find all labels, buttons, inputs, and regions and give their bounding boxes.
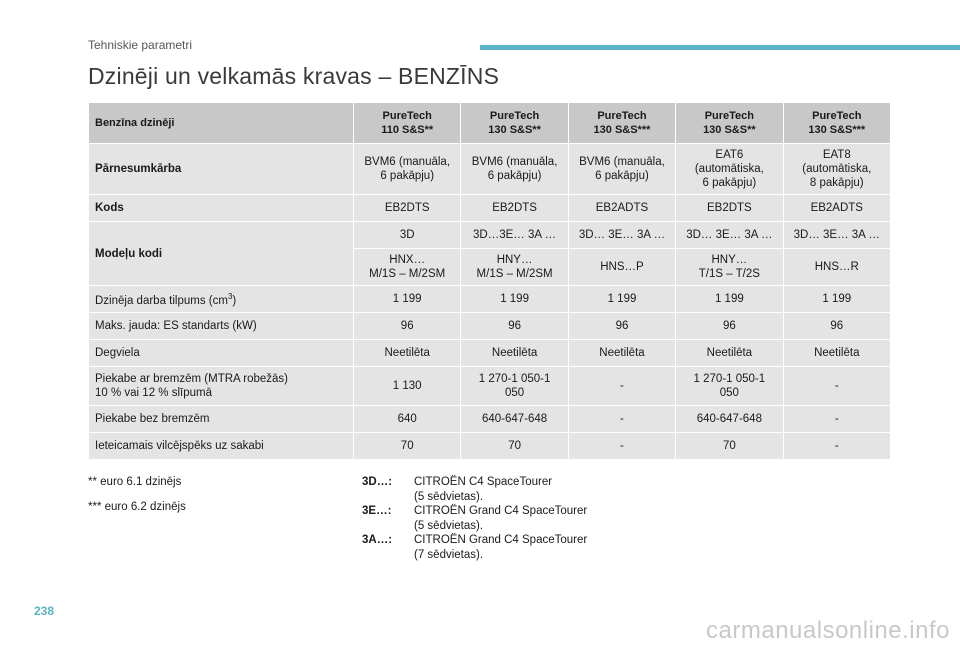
table-row	[89, 367, 891, 406]
table-row	[89, 286, 891, 313]
model-note: 3E…: CITROËN Grand C4 SpaceTourer (5 sēdvietas).	[362, 505, 588, 532]
page-title: Dzinēji un velkamās kravas – BENZĪNS	[88, 63, 500, 89]
section-label: Tehniskie parametri	[88, 38, 193, 52]
table-row	[89, 144, 891, 195]
table-row	[89, 222, 891, 249]
table-cell: -	[783, 367, 890, 406]
table-row	[89, 195, 891, 222]
table-cell: HNY… M/1S – M/2SM	[461, 249, 568, 286]
table-cell: EB2DTS	[461, 195, 568, 222]
table-cell: HNX… M/1S – M/2SM	[354, 249, 461, 286]
table-cell: Neetilēta	[783, 340, 890, 367]
row-label: Degviela	[89, 340, 354, 367]
footnote: ** euro 6.1 dzinējs	[88, 476, 182, 488]
table-cell: 70	[354, 433, 461, 460]
page-number: 238	[34, 604, 55, 618]
model-note: 3D…: CITROËN C4 SpaceTourer (5 sēdvietas).	[362, 476, 553, 503]
table-cell: Neetilēta	[461, 340, 568, 367]
table-cell: -	[783, 433, 890, 460]
table-cell: 1 199	[783, 286, 890, 313]
header-cell: PureTech 130 S&S**	[461, 103, 568, 144]
header-label: Benzīna dzinēji	[89, 103, 354, 144]
table-row	[89, 406, 891, 433]
table-cell: EB2DTS	[676, 195, 783, 222]
table-row	[89, 313, 891, 340]
footnotes-engine	[88, 475, 186, 525]
row-label: Pārnesumkārba	[89, 144, 354, 195]
table-cell: 3D…3E… 3A …	[461, 222, 568, 249]
row-label: Maks. jauda: ES standarts (kW)	[89, 313, 354, 340]
table-cell: 1 199	[461, 286, 568, 313]
table-row	[89, 340, 891, 367]
table-cell: 640	[354, 406, 461, 433]
table-cell: 1 199	[354, 286, 461, 313]
table-cell: 1 270-1 050-1 050	[676, 367, 783, 406]
footnote: *** euro 6.2 dzinējs	[88, 501, 186, 513]
table-cell: 3D	[354, 222, 461, 249]
accent-bar	[480, 45, 960, 50]
table-cell: 640-647-648	[461, 406, 568, 433]
table-header-row	[89, 103, 891, 144]
table-cell: EB2ADTS	[783, 195, 890, 222]
table-cell: 96	[354, 313, 461, 340]
header-cell: PureTech 130 S&S***	[568, 103, 675, 144]
table-cell: 3D… 3E… 3A …	[676, 222, 783, 249]
table-row	[89, 433, 891, 460]
table-cell: HNY… T/1S – T/2S	[676, 249, 783, 286]
table-cell: BVM6 (manuāla, 6 pakāpju)	[354, 144, 461, 195]
table-cell: 96	[568, 313, 675, 340]
table-cell: -	[568, 433, 675, 460]
header-cell: PureTech 130 S&S***	[783, 103, 890, 144]
table-cell: 96	[783, 313, 890, 340]
table-cell: 3D… 3E… 3A …	[783, 222, 890, 249]
row-label: Modeļu kodi	[89, 222, 354, 286]
row-label: Dzinēja darba tilpums $(cm^3)$	[89, 286, 354, 313]
model-note: 3A…: CITROËN Grand C4 SpaceTourer (7 sēdvietas).	[362, 534, 588, 561]
table-cell: Neetilēta	[354, 340, 461, 367]
header-cell: PureTech 130 S&S**	[676, 103, 783, 144]
table-cell: 70	[461, 433, 568, 460]
table-cell: EB2ADTS	[568, 195, 675, 222]
table-cell: -	[568, 406, 675, 433]
table-cell: 3D… 3E… 3A …	[568, 222, 675, 249]
footnotes-models	[362, 475, 587, 562]
table-cell: -	[783, 406, 890, 433]
table-cell: Neetilēta	[568, 340, 675, 367]
table-cell: BVM6 (manuāla, 6 pakāpju)	[568, 144, 675, 195]
header-cell: PureTech 110 S&S**	[354, 103, 461, 144]
table-cell: 96	[461, 313, 568, 340]
table-cell: -	[568, 367, 675, 406]
watermark: carmanualsonline.info	[706, 617, 950, 644]
table-cell: HNS…R	[783, 249, 890, 286]
table-cell: 640-647-648	[676, 406, 783, 433]
table-cell: HNS…P	[568, 249, 675, 286]
table-cell: EAT8 (automātiska, 8 pakāpju)	[783, 144, 890, 195]
table-cell: 1 199	[676, 286, 783, 313]
table-cell: 96	[676, 313, 783, 340]
table-cell: BVM6 (manuāla, 6 pakāpju)	[461, 144, 568, 195]
engine-spec-table	[88, 102, 891, 460]
table-cell: 70	[676, 433, 783, 460]
row-label: Piekabe ar bremzēm (MTRA robežās) 10 % vai 12 % slīpumā	[89, 367, 354, 406]
row-label: Piekabe bez bremzēm	[89, 406, 354, 433]
row-label: Kods	[89, 195, 354, 222]
table-cell: 1 199	[568, 286, 675, 313]
table-cell: EAT6 (automātiska, 6 pakāpju)	[676, 144, 783, 195]
table-cell: EB2DTS	[354, 195, 461, 222]
table-cell: Neetilēta	[676, 340, 783, 367]
table-cell: 1 270-1 050-1 050	[461, 367, 568, 406]
table-cell: 1 130	[354, 367, 461, 406]
row-label: Ieteicamais vilcējspēks uz sakabi	[89, 433, 354, 460]
